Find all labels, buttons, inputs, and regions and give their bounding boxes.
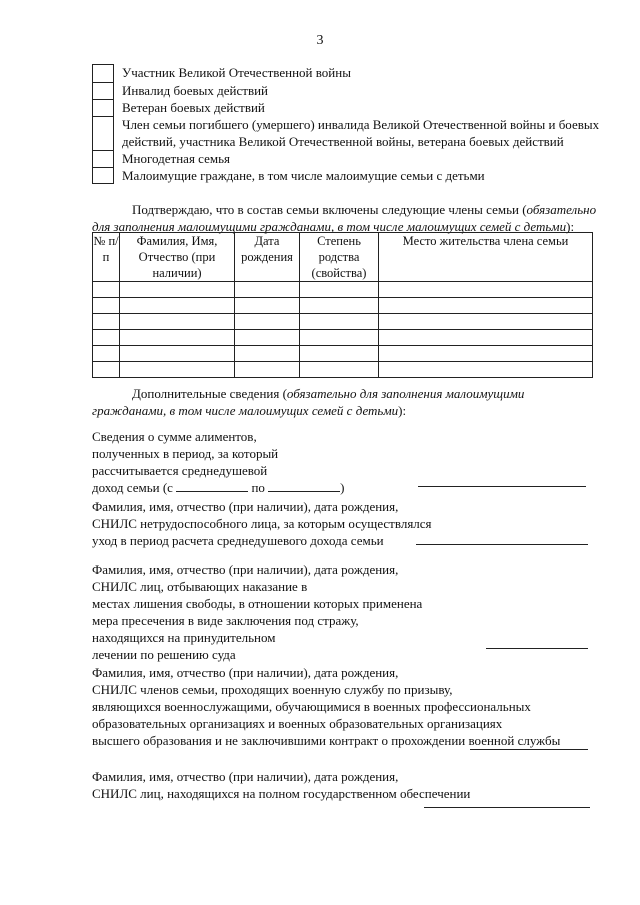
page-number: 3 [316, 33, 324, 48]
imprisoned-field[interactable] [486, 648, 588, 649]
period-from-field[interactable] [176, 481, 248, 492]
table-cell[interactable] [235, 314, 300, 330]
category-checkbox[interactable] [92, 99, 114, 116]
category-item [92, 167, 602, 184]
table-cell[interactable] [120, 314, 235, 330]
table-row [93, 298, 593, 314]
table-cell[interactable] [120, 346, 235, 362]
col-relation: Степень родства (свойства) [300, 233, 379, 282]
table-row [93, 282, 593, 298]
additional-info-heading: Дополнительные сведения (обязательно для заполнения малоимущими гражданами, в том числе малоимущих семей с детьми): [92, 386, 525, 418]
table-cell[interactable] [93, 330, 120, 346]
period-to-field[interactable] [268, 481, 340, 492]
table-cell[interactable] [93, 362, 120, 378]
table-row [93, 362, 593, 378]
table-cell[interactable] [93, 346, 120, 362]
table-cell[interactable] [300, 282, 379, 298]
table-cell[interactable] [235, 298, 300, 314]
category-item [92, 150, 602, 167]
table-cell[interactable] [379, 330, 593, 346]
table-cell[interactable] [235, 346, 300, 362]
table-cell[interactable] [235, 282, 300, 298]
table-cell[interactable] [93, 314, 120, 330]
category-item [92, 82, 602, 99]
category-label: Инвалид боевых действий [122, 83, 269, 98]
category-label: Член семьи погибшего (умершего) инвалида Великой Отечественной войны и боевых действий, участника Великой Отечественной войны, ветерана боевых действий [122, 117, 600, 149]
category-checkbox[interactable] [92, 82, 114, 99]
alimony-period: доход семьи (с по ) [92, 480, 345, 495]
table-cell[interactable] [379, 346, 593, 362]
alimony-block: Сведения о сумме алиментов, полученных в период, за который рассчитывается среднедушевой доход семьи (с по ) [92, 429, 345, 495]
state-support-block: Фамилия, имя, отчество (при наличии), дата рождения, СНИЛС лиц, находящихся на полном государственном обеспечении [92, 769, 471, 801]
category-label: Многодетная семья [122, 151, 231, 166]
category-checkbox[interactable] [92, 150, 114, 167]
category-label: Участник Великой Отечественной войны [122, 65, 351, 80]
table-cell[interactable] [120, 330, 235, 346]
military-field[interactable] [470, 749, 588, 750]
table-header-row [93, 233, 593, 282]
table-cell[interactable] [120, 282, 235, 298]
table-cell[interactable] [300, 330, 379, 346]
category-label: Ветеран боевых действий [122, 100, 265, 115]
col-fio: Фамилия, Имя, Отчество (при наличии) [120, 233, 235, 282]
col-residence: Место жительства члена семьи [379, 233, 593, 282]
table-row [93, 314, 593, 330]
category-checkbox[interactable] [92, 64, 114, 82]
disabled-care-field[interactable] [416, 544, 588, 545]
category-item [92, 116, 602, 150]
category-item [92, 64, 602, 82]
disabled-care-block: Фамилия, имя, отчество (при наличии), дата рождения, СНИЛС нетрудоспособного лица, за которым осуществлялся уход в период расчета среднедушевого дохода семьи [92, 499, 432, 548]
table-cell[interactable] [120, 362, 235, 378]
category-checkbox-list [92, 64, 602, 184]
imprisoned-block: Фамилия, имя, отчество (при наличии), дата рождения, СНИЛС лиц, отбывающих наказание в местах лишения свободы, в отношении которых применена мера пресечения в виде заключения под стражу, находящихся на принудительном лечении по решению суда [92, 562, 423, 662]
table-cell[interactable] [93, 282, 120, 298]
table-cell[interactable] [300, 314, 379, 330]
table-cell[interactable] [379, 362, 593, 378]
alimony-amount-field[interactable] [418, 486, 586, 487]
table-cell[interactable] [120, 298, 235, 314]
col-birthdate: Дата рождения [235, 233, 300, 282]
table-cell[interactable] [93, 298, 120, 314]
category-checkbox[interactable] [92, 116, 114, 150]
table-cell[interactable] [379, 298, 593, 314]
table-row [93, 330, 593, 346]
table-cell[interactable] [235, 330, 300, 346]
table-cell[interactable] [300, 362, 379, 378]
military-block: Фамилия, имя, отчество (при наличии), дата рождения, СНИЛС членов семьи, проходящих военную службу по призыву, являющихся военнослужащими, обучающимися в военных профессиональных образовательных организациях и военных образовательных организациях высшего образования и не заключившими контракт о прохождении военной службы [92, 665, 561, 748]
table-row [93, 346, 593, 362]
category-checkbox[interactable] [92, 167, 114, 184]
family-intro: Подтверждаю, что в состав семьи включены следующие члены семьи (обязательно для заполнения малоимущими гражданами, в том числе малоимущих семей с детьми): [92, 202, 597, 234]
table-cell[interactable] [300, 346, 379, 362]
category-label: Малоимущие граждане, в том числе малоимущие семьи с детьми [122, 168, 485, 183]
col-number: № п/п [93, 233, 120, 282]
table-cell[interactable] [235, 362, 300, 378]
category-item [92, 99, 602, 116]
state-support-field[interactable] [424, 807, 590, 808]
table-cell[interactable] [379, 314, 593, 330]
table-cell[interactable] [379, 282, 593, 298]
table-cell[interactable] [300, 298, 379, 314]
family-members-table [92, 232, 593, 378]
